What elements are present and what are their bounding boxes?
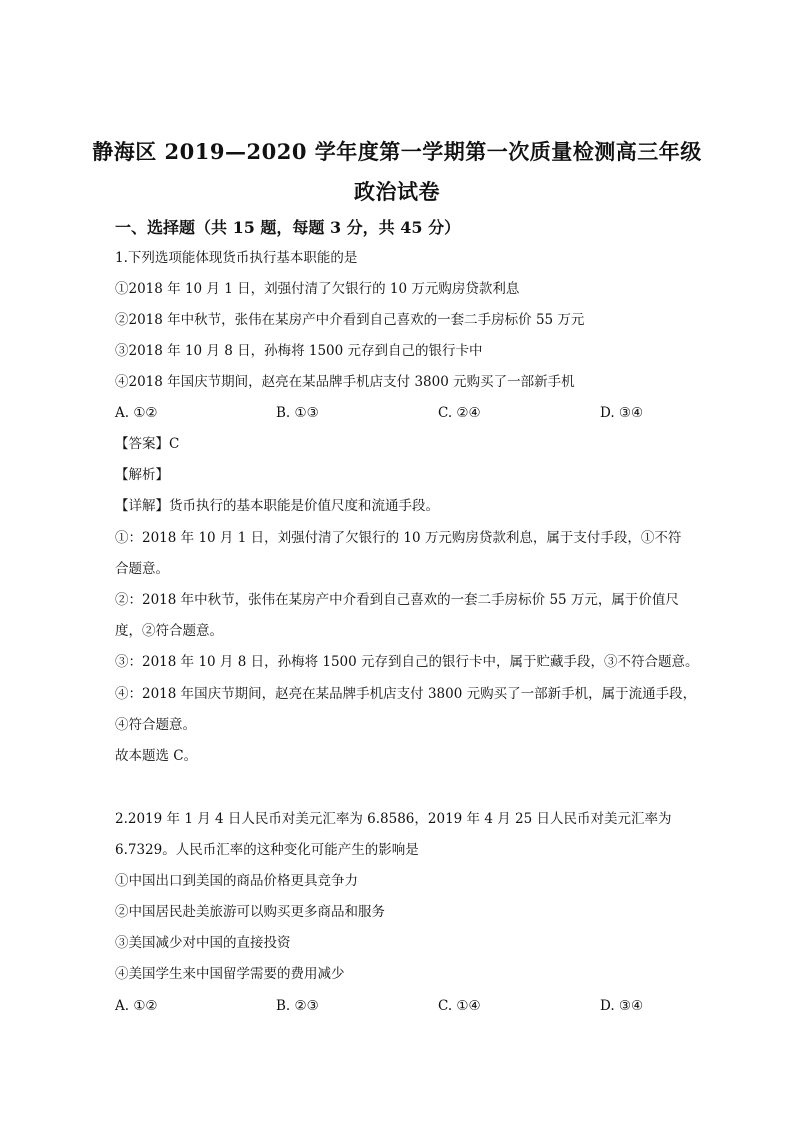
q2-item-1: ①中国出口到美国的商品价格更具竞争力	[115, 873, 358, 889]
q2-option-c: C. ①④	[438, 998, 481, 1014]
q1-explain-line: ④：2018 年国庆节期间，赵亮在某品牌手机店支付 3800 元购买了一部新手机，属于流通手段，	[115, 686, 697, 702]
q2-option-b: B. ②③	[276, 998, 319, 1014]
q1-item-1: ①2018 年 10 月 1 日，刘强付清了欠银行的 10 万元购房贷款利息	[115, 281, 520, 297]
q2-option-d: D. ③④	[600, 998, 644, 1014]
q1-explain-line: ③：2018 年 10 月 8 日，孙梅将 1500 元存到自己的银行卡中，属于贮藏手段，③不符合题意。	[115, 654, 699, 670]
q2-item-3: ③美国减少对中国的直接投资	[115, 935, 291, 951]
q1-option-c: C. ②④	[438, 405, 481, 421]
q1-stem: 1.下列选项能体现货币执行基本职能的是	[115, 250, 358, 266]
q2-stem-line1: 2.2019 年 1 月 4 日人民币对美元汇率为 6.8586，2019 年 4 月 25 日人民币对美元汇率为	[115, 811, 672, 827]
q2-option-a: A. ①②	[115, 998, 158, 1014]
q1-analysis-label: 【解析】	[115, 467, 169, 483]
q1-option-d: D. ③④	[600, 405, 644, 421]
q1-explain-line: ②：2018 年中秋节，张伟在某房产中介看到自己喜欢的一套二手房标价 55 万元，属于价值尺	[115, 592, 679, 608]
q2-stem-line2: 6.7329。人民币汇率的这种变化可能产生的影响是	[115, 842, 419, 858]
q1-detail: 【详解】货币执行的基本职能是价值尺度和流通手段。	[115, 498, 439, 514]
doc-title: 静海区 2019—2020 学年度第一学期第一次质量检测高三年级	[92, 139, 702, 164]
q2-item-4: ④美国学生来中国留学需要的费用减少	[115, 966, 345, 982]
q1-explain-line: ④符合题意。	[115, 717, 196, 733]
section-header: 一、选择题（共 15 题，每题 3 分，共 45 分）	[115, 218, 461, 237]
q1-item-4: ④2018 年国庆节期间，赵亮在某品牌手机店支付 3800 元购买了一部新手机	[115, 374, 575, 390]
q1-item-3: ③2018 年 10 月 8 日，孙梅将 1500 元存到自己的银行卡中	[115, 343, 483, 359]
q1-explain-line: 度，②符合题意。	[115, 623, 223, 639]
q1-conclusion: 故本题选 C。	[115, 748, 198, 764]
doc-subtitle: 政治试卷	[354, 179, 440, 204]
q1-answer: 【答案】C	[115, 436, 180, 452]
q2-item-2: ②中国居民赴美旅游可以购买更多商品和服务	[115, 904, 385, 920]
q1-explain-line: 合题意。	[115, 561, 169, 577]
q1-explain-line: ①：2018 年 10 月 1 日，刘强付清了欠银行的 10 万元购房贷款利息，属于支付手段，①不符	[115, 530, 682, 546]
q1-option-a: A. ①②	[115, 405, 158, 421]
q1-item-2: ②2018 年中秋节，张伟在某房产中介看到自己喜欢的一套二手房标价 55 万元	[115, 312, 585, 328]
q1-option-b: B. ①③	[276, 405, 319, 421]
